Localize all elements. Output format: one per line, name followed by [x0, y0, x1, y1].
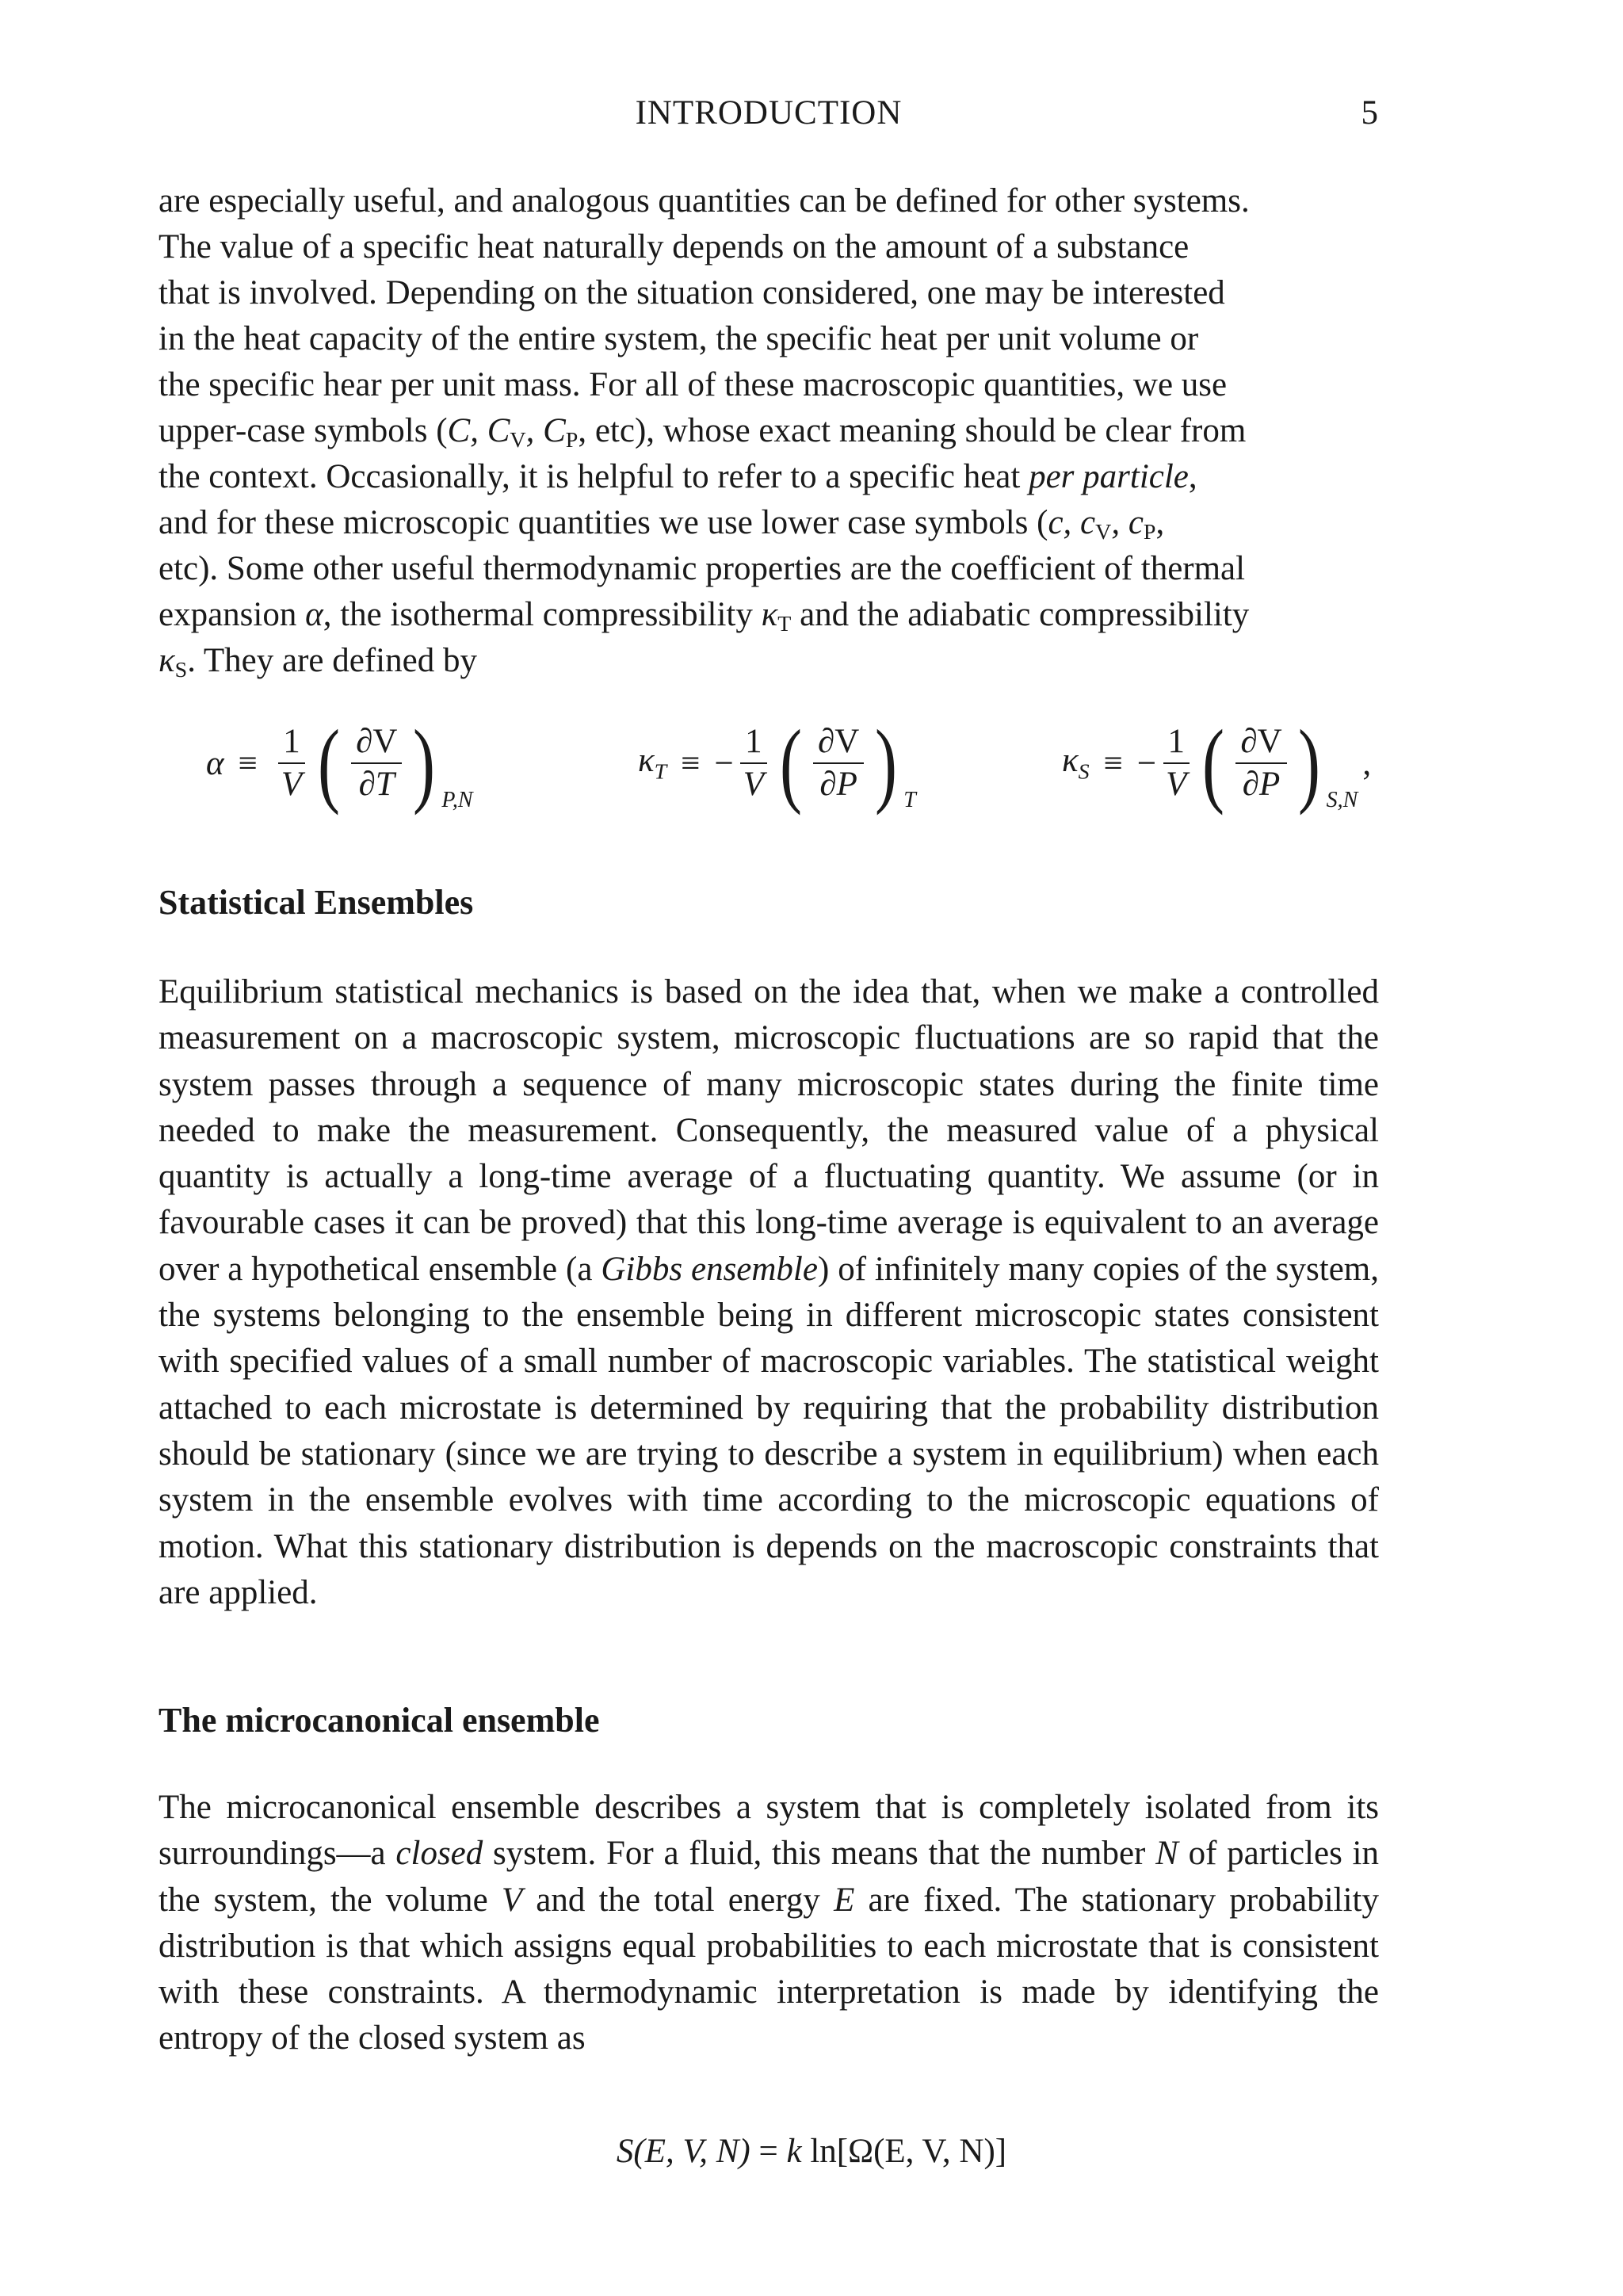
text-line: the context. Occasionally, it is helpful to refer to a specific heat per particle,	[158, 458, 1197, 495]
text-line: in the heat capacity of the entire system, the specific heat per unit volume or	[158, 320, 1199, 357]
text-line: $\kappa_S$. They are defined by	[158, 642, 477, 682]
text-line: and for these microscopic quantities we use lower case symbols (c, $c_V$, $c_P$,	[158, 504, 1165, 544]
text-line: upper-case symbols (C, $C_V$, $C_P$, etc), whose exact meaning should be clear from	[158, 412, 1247, 453]
text-line: are especially useful, and analogous quantities can be defined for other systems.	[158, 182, 1250, 220]
alpha-equation: α ≡ $\frac{1}{V}$ ( $\frac{\partial V}{\partial T}$ ) P,N	[206, 710, 473, 816]
defining-equations	[158, 696, 1379, 831]
text-line: The value of a specific heat naturally depends on the amount of a substance	[158, 228, 1190, 266]
text-line: expansion α, the isothermal compressibility $\kappa_T$ and the adiabatic compressibility	[158, 596, 1250, 636]
section-heading-statistical-ensembles: Statistical Ensembles	[158, 883, 474, 922]
page-number: 5	[1361, 94, 1379, 132]
running-head-title: INTRODUCTION	[635, 94, 903, 132]
text-line: etc). Some other useful thermodynamic properties are the coefficient of thermal	[158, 550, 1246, 587]
entropy-equation: S(E, V, N) = k ln[Ω(E, V, N)]	[616, 2133, 1007, 2170]
paragraph-statistical-ensembles: Equilibrium statistical mechanics is based on the idea that, when we make a controlled measurement on a macroscopic system, microscopic fluctuations are so rapid that the system passes through a sequence of many microscopic states during the finite time needed to make the measurement. Consequently, the measured value of a physical quantity is actually a long-time average of a fluctuating quantity. We assume (or in favourable cases it can be proved) that this long-time average is equivalent to an average over a hypothetical ensemble (a Gibbs ensemble) of infinitely many copies of the system, the systems belonging to the ensemble being in different microscopic states consistent with specified values of a small number of macroscopic variables. The statistical weight attached to each microstate is determined by requiring that the probability distribution should be stationary (since we are trying to describe a system in equilibrium) when each system in the ensemble evolves with time according to the microscopic equations of motion. What this stationary distribution is depends on the macroscopic constraints that are applied.	[158, 973, 1380, 1611]
kappa-t-equation: $\kappa_T$ ≡ − $\frac{1}{V}$ ( $\frac{\partial V}{\partial P}$ ) T	[638, 710, 916, 816]
text-line: that is involved. Depending on the situation considered, one may be interested	[158, 274, 1225, 311]
text-line: the specific hear per unit mass. For all of these macroscopic quantities, we use	[158, 366, 1228, 403]
kappa-s-equation: $\kappa_S$ ≡ − $\frac{1}{V}$ ( $\frac{\partial V}{\partial P}$ ) S,N ,	[1062, 710, 1372, 816]
paragraph-microcanonical: The microcanonical ensemble describes a system that is completely isolated from its surroundings—a closed system. For a fluid, this means that the number N of particles in the system, the volume V and the total energy E are fixed. The stationary probability distribution is that which assigns equal probabilities to each microstate that is consistent with these constraints. A thermodynamic interpretation is made by identifying the entropy of the closed system as	[158, 1789, 1380, 2057]
section-heading-microcanonical: The microcanonical ensemble	[158, 1701, 600, 1740]
